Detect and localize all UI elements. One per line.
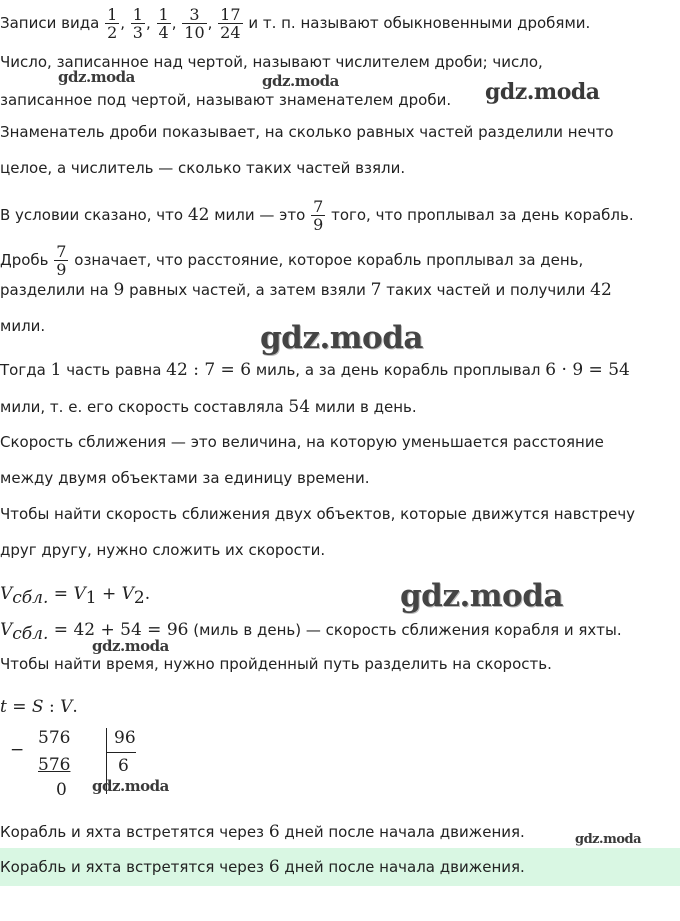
paragraph-one-part [0, 360, 630, 380]
math: = [48, 584, 74, 604]
paragraph-approach-speed-def: Скорость сближения — это величина, на которую уменьшается расстояние [0, 433, 604, 451]
formula-approach-speed [0, 584, 150, 608]
text: Записи вида [0, 14, 100, 32]
paragraph-time-rule: Чтобы найти время, нужно пройденный путь разделить на скорость. [0, 655, 552, 673]
math: t [0, 697, 7, 717]
division-divisor: 96 [114, 728, 136, 748]
fraction-1-3: $\frac{1}{3}$ [132, 5, 143, 42]
text: миль, а за день корабль проплывал [255, 361, 541, 379]
text: равных частей, а затем взяли [129, 281, 366, 299]
text: и т. п. называют обыкновенными дробями. [248, 14, 591, 32]
math: = [6, 697, 32, 717]
expression: 42 : 7 = 6 [166, 360, 252, 380]
math: + [96, 584, 122, 604]
paragraph-approach-rule: Чтобы найти скорость сближения двух объектов, которые движутся навстречу [0, 505, 636, 523]
number: 9 [113, 280, 125, 300]
math: S [31, 697, 44, 717]
watermark: gdz.moda [92, 777, 169, 795]
paragraph-approach-rule-2: друг другу, нужно сложить их скорости. [0, 541, 326, 559]
text: разделили на [0, 281, 109, 299]
paragraph-approach-speed-def-2: между двумя объектами за единицу времени. [0, 469, 370, 487]
formula-time [0, 697, 78, 717]
paragraph-division-parts [0, 280, 612, 300]
fraction-3-10: $\frac{3}{10}$ [184, 5, 205, 42]
watermark: gdz.moda [58, 68, 135, 86]
paragraph-denominator: записанное под чертой, называют знаменателем дроби. [0, 91, 452, 109]
paragraph-numerator: Число, записанное над чертой, называют числителем дроби; число, [0, 53, 543, 71]
paragraph-numerator-meaning: целое, а числитель — сколько таких частей взяли. [0, 159, 406, 177]
number: 6 [268, 857, 280, 877]
number: 42 [187, 205, 210, 225]
division-dividend: 576 [38, 728, 71, 748]
division-subtrahend: 576 [38, 755, 71, 775]
paragraph-miles: мили. [0, 317, 46, 335]
math-sub: сбл. [12, 624, 49, 644]
number: 6 [268, 822, 280, 842]
division-remainder: 0 [56, 780, 67, 800]
math: V [73, 584, 86, 604]
text: дней после начала движения. [284, 858, 525, 876]
paragraph-condition [0, 198, 634, 233]
watermark: gdz.moda [575, 832, 642, 847]
paragraph-ordinary-fractions: Записи вида $\frac{1}{2}$ , $\frac{1}{3}$ , $\frac{1}{4}$ , $\frac{3}{10}$ , $\frac{17}{24}$ и т. п. называют обыкновенными дробями. [0, 5, 591, 42]
number: 42 [590, 280, 612, 300]
fraction-17-24: $\frac{17}{24}$ [220, 5, 241, 42]
watermark: gdz.moda [485, 79, 600, 105]
text: мили, т. е. его скорость составляла [0, 398, 284, 416]
fraction-7-9: $\frac{7}{9}$ [56, 242, 67, 279]
math-sub: 1 [85, 588, 97, 608]
math: : [43, 697, 61, 717]
answer-text [0, 822, 525, 842]
text: В условии сказано, что [0, 206, 184, 224]
math-sub: 2 [133, 588, 145, 608]
paragraph-fraction-meaning [0, 243, 583, 278]
text: Корабль и яхта встретятся через [0, 858, 265, 876]
math: V [121, 584, 134, 604]
watermark: gdz.moda [260, 320, 423, 356]
text: часть равна [66, 361, 162, 379]
math: V [0, 620, 13, 640]
text: (миль в день) — скорость сближения корабля и яхты. [193, 621, 622, 639]
watermark: gdz.moda [400, 578, 563, 614]
expression: 6 · 9 = 54 [545, 360, 630, 380]
fraction-1-4: $\frac{1}{4}$ [158, 5, 169, 42]
number: 1 [50, 360, 62, 380]
text: мили в день. [314, 398, 417, 416]
division-divisor-rule [106, 752, 136, 753]
text: означает, что расстояние, которое корабль проплывал за день, [74, 251, 584, 269]
number: 54 [288, 397, 311, 417]
math-sub: сбл. [12, 588, 49, 608]
text: таких частей и получили [386, 281, 586, 299]
math: V [0, 584, 13, 604]
division-quotient: 6 [118, 756, 129, 776]
text: Корабль и яхта встретятся через [0, 823, 265, 841]
text: Дробь [0, 251, 49, 269]
fraction-1-2: $\frac{1}{2}$ [107, 5, 118, 42]
number: 7 [370, 280, 382, 300]
text: Тогда [0, 361, 46, 379]
watermark: gdz.moda [92, 637, 169, 655]
fraction-7-9: $\frac{7}{9}$ [313, 197, 324, 234]
math: . [144, 584, 151, 604]
division-minus: − [10, 740, 25, 760]
text: дней после начала движения. [284, 823, 525, 841]
paragraph-denominator-meaning: Знаменатель дроби показывает, на сколько равных частей разделили нечто [0, 123, 614, 141]
text: того, что проплывал за день корабль. [331, 206, 634, 224]
watermark: gdz.moda [262, 72, 339, 90]
answer-highlighted-text [0, 857, 525, 877]
paragraph-speed [0, 397, 417, 417]
math: . [72, 697, 78, 717]
math: = 42 + 54 = 96 [48, 620, 189, 640]
text: мили — это [214, 206, 306, 224]
math: V [60, 697, 73, 717]
